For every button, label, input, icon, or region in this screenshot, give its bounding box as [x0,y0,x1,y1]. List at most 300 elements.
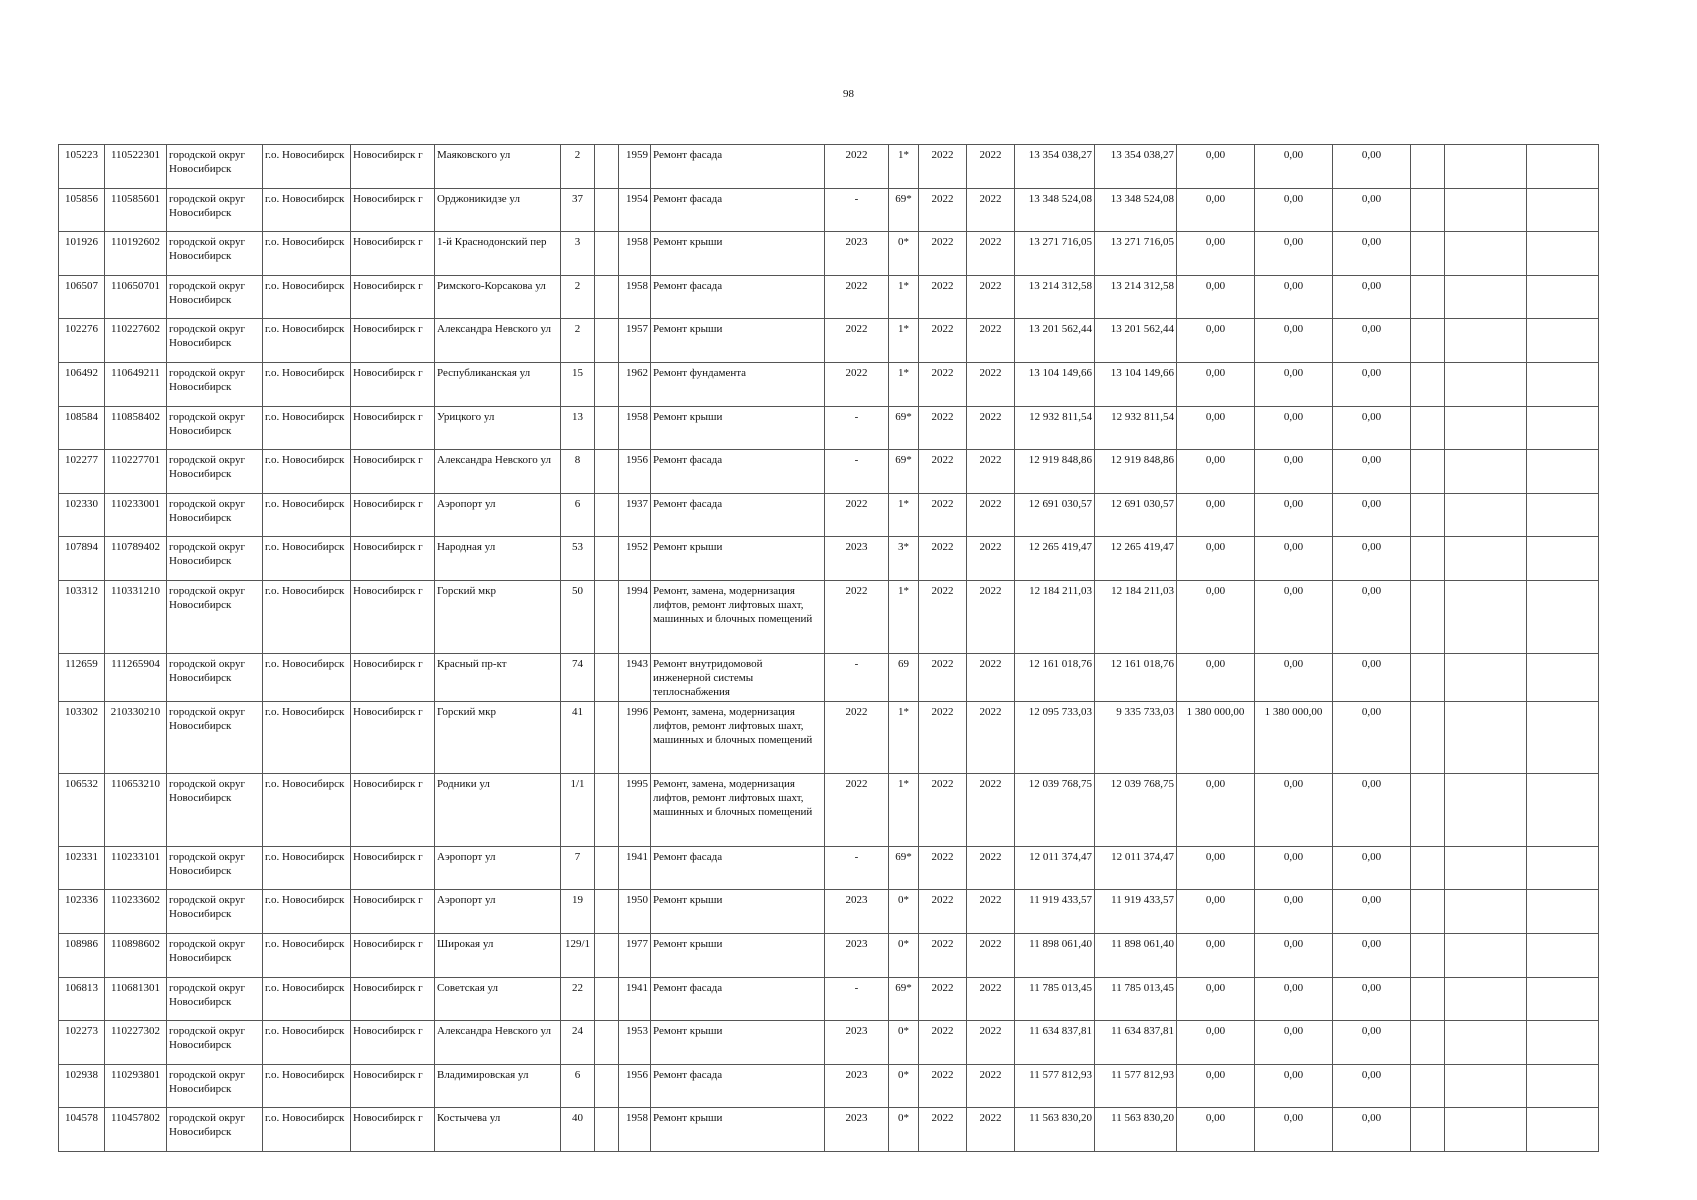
row-empty-2 [1445,188,1527,232]
table-row [59,275,1599,319]
row-city: Новосибирск г [351,1108,435,1152]
row-house: 6 [561,1064,595,1108]
row-sum-3: 0,00 [1333,319,1411,363]
row-fund: 13 271 716,05 [1095,232,1177,276]
row-district: городской округ Новосибирск [167,232,263,276]
row-building [595,1021,619,1065]
row-district: городской округ Новосибирск [167,890,263,934]
row-city: Новосибирск г [351,846,435,890]
row-house: 8 [561,450,595,494]
row-city: Новосибирск г [351,701,435,774]
table-row [59,701,1599,774]
row-year-end: 2022 [967,1108,1015,1152]
row-year: 1996 [619,701,651,774]
row-empty-1 [1411,232,1445,276]
row-street: Орджоникидзе ул [435,188,561,232]
row-empty-3 [1527,450,1599,494]
row-total: 11 898 061,40 [1015,933,1095,977]
row-total: 12 161 018,76 [1015,653,1095,701]
row-year-start: 2022 [919,493,967,537]
row-street: Аэропорт ул [435,493,561,537]
row-go: г.о. Новосибирск [263,701,351,774]
row-district: городской округ Новосибирск [167,275,263,319]
row-sum-1: 0,00 [1177,450,1255,494]
row-house: 37 [561,188,595,232]
row-year-end: 2022 [967,1064,1015,1108]
row-mark: 1* [889,701,919,774]
row-total: 12 095 733,03 [1015,701,1095,774]
row-sum-2: 0,00 [1255,275,1333,319]
row-code: 110293801 [105,1064,167,1108]
row-total: 11 634 837,81 [1015,1021,1095,1065]
row-total: 12 932 811,54 [1015,406,1095,450]
row-year: 1937 [619,493,651,537]
row-house: 13 [561,406,595,450]
row-sum-1: 0,00 [1177,1021,1255,1065]
row-sum-3: 0,00 [1333,450,1411,494]
row-mark: 1* [889,319,919,363]
row-id: 103312 [59,580,105,653]
row-id: 106492 [59,362,105,406]
row-sum-1: 0,00 [1177,537,1255,581]
row-work: Ремонт фасада [651,977,825,1021]
row-house: 3 [561,232,595,276]
row-id: 106507 [59,275,105,319]
row-street: Аэропорт ул [435,890,561,934]
row-go: г.о. Новосибирск [263,653,351,701]
row-district: городской округ Новосибирск [167,701,263,774]
row-go: г.о. Новосибирск [263,1021,351,1065]
row-total: 11 785 013,45 [1015,977,1095,1021]
row-city: Новосибирск г [351,319,435,363]
row-plan-year: - [825,977,889,1021]
row-year: 1958 [619,1108,651,1152]
row-sum-3: 0,00 [1333,890,1411,934]
row-building [595,977,619,1021]
row-empty-2 [1445,1108,1527,1152]
row-sum-2: 0,00 [1255,1108,1333,1152]
row-empty-3 [1527,145,1599,189]
row-house: 40 [561,1108,595,1152]
row-empty-2 [1445,1021,1527,1065]
row-house: 2 [561,275,595,319]
row-fund: 12 039 768,75 [1095,774,1177,847]
table-row [59,188,1599,232]
row-plan-year: 2023 [825,1108,889,1152]
row-total: 13 214 312,58 [1015,275,1095,319]
row-empty-3 [1527,1021,1599,1065]
row-fund: 11 898 061,40 [1095,933,1177,977]
row-city: Новосибирск г [351,188,435,232]
row-code: 110649211 [105,362,167,406]
row-building [595,580,619,653]
row-id: 106813 [59,977,105,1021]
row-sum-3: 0,00 [1333,1108,1411,1152]
row-house: 6 [561,493,595,537]
row-year-start: 2022 [919,890,967,934]
row-street: Широкая ул [435,933,561,977]
row-id: 103302 [59,701,105,774]
row-empty-2 [1445,450,1527,494]
row-go: г.о. Новосибирск [263,1064,351,1108]
row-id: 105223 [59,145,105,189]
row-sum-1: 0,00 [1177,1064,1255,1108]
row-fund: 13 104 149,66 [1095,362,1177,406]
row-id: 102276 [59,319,105,363]
row-sum-1: 0,00 [1177,275,1255,319]
row-sum-3: 0,00 [1333,1064,1411,1108]
row-mark: 0* [889,1064,919,1108]
row-street: Урицкого ул [435,406,561,450]
row-year: 1941 [619,977,651,1021]
row-code: 110457802 [105,1108,167,1152]
row-fund: 12 184 211,03 [1095,580,1177,653]
row-city: Новосибирск г [351,890,435,934]
table-row [59,1064,1599,1108]
row-id: 102331 [59,846,105,890]
table-row [59,362,1599,406]
row-sum-2: 0,00 [1255,977,1333,1021]
row-empty-1 [1411,188,1445,232]
row-mark: 1* [889,275,919,319]
row-mark: 1* [889,774,919,847]
row-building [595,145,619,189]
row-year-end: 2022 [967,275,1015,319]
row-sum-3: 0,00 [1333,653,1411,701]
page-number: 98 [843,88,854,100]
row-district: городской округ Новосибирск [167,1021,263,1065]
row-year-start: 2022 [919,1108,967,1152]
row-street: Костычева ул [435,1108,561,1152]
row-building [595,275,619,319]
table-body [59,145,1599,1152]
row-year: 1994 [619,580,651,653]
row-year-end: 2022 [967,580,1015,653]
row-sum-1: 0,00 [1177,846,1255,890]
row-fund: 13 348 524,08 [1095,188,1177,232]
table-row [59,319,1599,363]
row-district: городской округ Новосибирск [167,537,263,581]
row-total: 13 201 562,44 [1015,319,1095,363]
row-mark: 69* [889,450,919,494]
row-year-start: 2022 [919,977,967,1021]
row-street: Александра Невского ул [435,1021,561,1065]
row-go: г.о. Новосибирск [263,774,351,847]
row-city: Новосибирск г [351,275,435,319]
table-row [59,145,1599,189]
row-fund: 12 691 030,57 [1095,493,1177,537]
row-sum-2: 0,00 [1255,406,1333,450]
row-sum-2: 0,00 [1255,319,1333,363]
row-house: 7 [561,846,595,890]
row-empty-3 [1527,774,1599,847]
row-code: 110192602 [105,232,167,276]
row-year-start: 2022 [919,846,967,890]
row-house: 24 [561,1021,595,1065]
row-sum-2: 1 380 000,00 [1255,701,1333,774]
row-plan-year: 2022 [825,275,889,319]
row-mark: 1* [889,493,919,537]
row-city: Новосибирск г [351,580,435,653]
row-building [595,774,619,847]
row-city: Новосибирск г [351,450,435,494]
row-district: городской округ Новосибирск [167,580,263,653]
row-fund: 12 919 848,86 [1095,450,1177,494]
row-fund: 12 011 374,47 [1095,846,1177,890]
row-empty-1 [1411,580,1445,653]
table-row [59,890,1599,934]
row-mark: 0* [889,890,919,934]
row-street: Родники ул [435,774,561,847]
row-year-start: 2022 [919,450,967,494]
row-go: г.о. Новосибирск [263,1108,351,1152]
row-district: городской округ Новосибирск [167,1064,263,1108]
row-sum-3: 0,00 [1333,275,1411,319]
row-district: городской округ Новосибирск [167,145,263,189]
row-building [595,890,619,934]
row-work: Ремонт крыши [651,1021,825,1065]
row-go: г.о. Новосибирск [263,933,351,977]
row-sum-2: 0,00 [1255,890,1333,934]
row-year-end: 2022 [967,493,1015,537]
table-row [59,537,1599,581]
row-code: 110233001 [105,493,167,537]
row-street: Красный пр-кт [435,653,561,701]
row-sum-1: 0,00 [1177,890,1255,934]
row-empty-2 [1445,145,1527,189]
row-sum-3: 0,00 [1333,406,1411,450]
row-code: 110331210 [105,580,167,653]
row-total: 11 577 812,93 [1015,1064,1095,1108]
row-city: Новосибирск г [351,406,435,450]
row-fund: 11 563 830,20 [1095,1108,1177,1152]
row-city: Новосибирск г [351,774,435,847]
row-sum-1: 0,00 [1177,933,1255,977]
row-house: 53 [561,537,595,581]
row-empty-2 [1445,1064,1527,1108]
row-code: 110233602 [105,890,167,934]
row-sum-2: 0,00 [1255,362,1333,406]
row-total: 12 184 211,03 [1015,580,1095,653]
row-empty-2 [1445,890,1527,934]
row-fund: 13 214 312,58 [1095,275,1177,319]
row-year: 1952 [619,537,651,581]
row-year: 1950 [619,890,651,934]
row-total: 12 919 848,86 [1015,450,1095,494]
row-id: 105856 [59,188,105,232]
row-sum-1: 0,00 [1177,406,1255,450]
row-sum-2: 0,00 [1255,1021,1333,1065]
row-street: Горский мкр [435,580,561,653]
row-district: городской округ Новосибирск [167,188,263,232]
row-city: Новосибирск г [351,653,435,701]
row-year-start: 2022 [919,1064,967,1108]
row-work: Ремонт фасада [651,846,825,890]
row-empty-1 [1411,145,1445,189]
row-mark: 69* [889,846,919,890]
row-building [595,1108,619,1152]
row-go: г.о. Новосибирск [263,977,351,1021]
row-year: 1959 [619,145,651,189]
row-empty-3 [1527,537,1599,581]
row-plan-year: 2023 [825,537,889,581]
row-empty-1 [1411,1108,1445,1152]
row-building [595,406,619,450]
row-sum-2: 0,00 [1255,653,1333,701]
row-id: 102938 [59,1064,105,1108]
row-year: 1954 [619,188,651,232]
row-building [595,319,619,363]
row-year: 1953 [619,1021,651,1065]
row-empty-2 [1445,977,1527,1021]
row-empty-1 [1411,1021,1445,1065]
row-year-end: 2022 [967,319,1015,363]
row-empty-3 [1527,1108,1599,1152]
row-empty-3 [1527,580,1599,653]
row-year-end: 2022 [967,846,1015,890]
row-city: Новосибирск г [351,232,435,276]
row-house: 41 [561,701,595,774]
row-id: 107894 [59,537,105,581]
row-code: 110653210 [105,774,167,847]
row-go: г.о. Новосибирск [263,362,351,406]
row-code: 110227602 [105,319,167,363]
row-sum-3: 0,00 [1333,362,1411,406]
row-go: г.о. Новосибирск [263,319,351,363]
row-building [595,1064,619,1108]
row-city: Новосибирск г [351,362,435,406]
row-fund: 11 634 837,81 [1095,1021,1177,1065]
row-empty-3 [1527,232,1599,276]
row-year-start: 2022 [919,580,967,653]
table-row [59,580,1599,653]
row-district: городской округ Новосибирск [167,846,263,890]
row-id: 102273 [59,1021,105,1065]
row-house: 19 [561,890,595,934]
row-building [595,188,619,232]
row-plan-year: - [825,406,889,450]
row-district: городской округ Новосибирск [167,977,263,1021]
row-code: 110858402 [105,406,167,450]
row-empty-1 [1411,933,1445,977]
row-id: 112659 [59,653,105,701]
row-year-end: 2022 [967,1021,1015,1065]
row-work: Ремонт фасада [651,1064,825,1108]
row-empty-3 [1527,362,1599,406]
row-building [595,537,619,581]
row-sum-3: 0,00 [1333,493,1411,537]
row-code: 110789402 [105,537,167,581]
row-sum-3: 0,00 [1333,774,1411,847]
row-building [595,653,619,701]
row-work: Ремонт крыши [651,537,825,581]
row-mark: 0* [889,1108,919,1152]
row-sum-2: 0,00 [1255,537,1333,581]
row-sum-2: 0,00 [1255,145,1333,189]
row-sum-3: 0,00 [1333,933,1411,977]
row-id: 102277 [59,450,105,494]
row-district: городской округ Новосибирск [167,450,263,494]
row-code: 110522301 [105,145,167,189]
row-fund: 11 785 013,45 [1095,977,1177,1021]
row-work: Ремонт фасада [651,188,825,232]
row-plan-year: 2022 [825,362,889,406]
table-row [59,846,1599,890]
row-sum-1: 0,00 [1177,232,1255,276]
row-building [595,232,619,276]
row-empty-3 [1527,846,1599,890]
row-sum-3: 0,00 [1333,977,1411,1021]
row-building [595,846,619,890]
table-row [59,774,1599,847]
row-district: городской округ Новосибирск [167,653,263,701]
row-id: 108584 [59,406,105,450]
row-empty-2 [1445,774,1527,847]
row-fund: 13 354 038,27 [1095,145,1177,189]
table-row [59,232,1599,276]
row-sum-2: 0,00 [1255,188,1333,232]
row-empty-3 [1527,319,1599,363]
row-work: Ремонт крыши [651,319,825,363]
row-city: Новосибирск г [351,1064,435,1108]
table-row [59,933,1599,977]
row-year-end: 2022 [967,890,1015,934]
row-district: городской округ Новосибирск [167,493,263,537]
row-sum-3: 0,00 [1333,1021,1411,1065]
row-work: Ремонт фасада [651,450,825,494]
row-plan-year: 2022 [825,145,889,189]
row-year-start: 2022 [919,406,967,450]
row-year-end: 2022 [967,933,1015,977]
row-sum-1: 0,00 [1177,1108,1255,1152]
row-empty-3 [1527,653,1599,701]
row-code: 110585601 [105,188,167,232]
row-mark: 0* [889,1021,919,1065]
row-sum-1: 0,00 [1177,493,1255,537]
row-city: Новосибирск г [351,537,435,581]
row-empty-3 [1527,977,1599,1021]
row-year: 1977 [619,933,651,977]
row-empty-2 [1445,275,1527,319]
row-district: городской округ Новосибирск [167,362,263,406]
row-street: Советская ул [435,977,561,1021]
row-empty-1 [1411,362,1445,406]
row-plan-year: 2022 [825,701,889,774]
row-year: 1958 [619,232,651,276]
row-code: 111265904 [105,653,167,701]
row-year: 1956 [619,450,651,494]
row-year-end: 2022 [967,537,1015,581]
table-row [59,406,1599,450]
row-total: 12 039 768,75 [1015,774,1095,847]
row-sum-1: 0,00 [1177,774,1255,847]
row-year-start: 2022 [919,362,967,406]
row-street: Александра Невского ул [435,450,561,494]
row-house: 1/1 [561,774,595,847]
row-work: Ремонт, замена, модернизация лифтов, ремонт лифтовых шахт, машинных и блочных помещений [651,701,825,774]
row-empty-2 [1445,933,1527,977]
row-empty-2 [1445,406,1527,450]
row-go: г.о. Новосибирск [263,232,351,276]
row-year: 1956 [619,1064,651,1108]
row-sum-1: 0,00 [1177,580,1255,653]
row-street: Народная ул [435,537,561,581]
row-district: городской округ Новосибирск [167,406,263,450]
row-year-start: 2022 [919,188,967,232]
row-empty-1 [1411,653,1445,701]
row-id: 101926 [59,232,105,276]
row-id: 104578 [59,1108,105,1152]
